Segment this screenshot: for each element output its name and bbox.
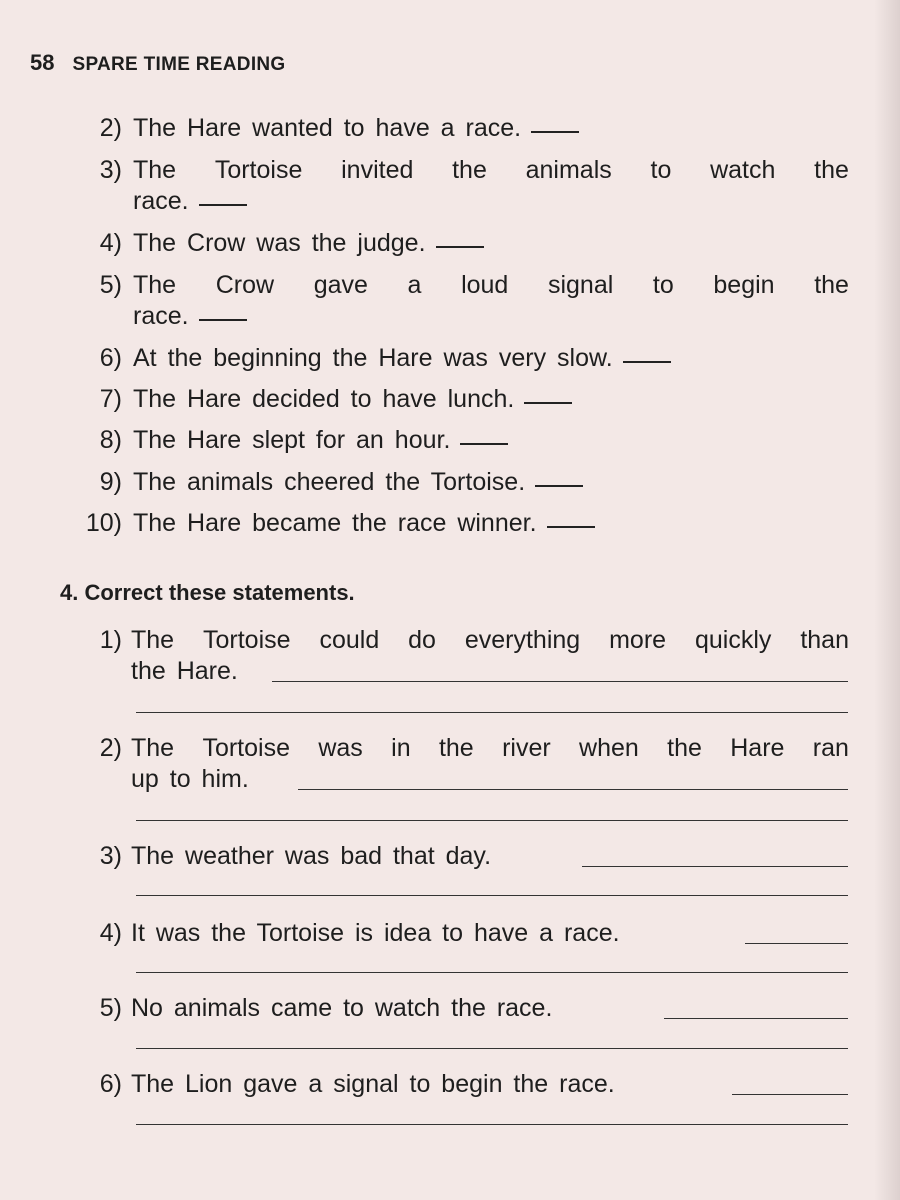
word: The (131, 734, 175, 762)
word: signal (547, 271, 614, 299)
running-title: SPARE TIME READING (72, 54, 286, 75)
word: than (800, 626, 849, 654)
answer-line[interactable] (745, 943, 848, 944)
word: begin (713, 271, 775, 299)
word: the (667, 734, 702, 762)
answer-line[interactable] (272, 681, 848, 682)
answer-blank[interactable] (623, 360, 671, 363)
section-title: 4. Correct these statements. (60, 580, 355, 605)
word: was (318, 734, 363, 762)
word: could (319, 626, 380, 654)
word: Hare (730, 734, 785, 762)
statement-text-line2: race. (133, 187, 189, 215)
word: Tortoise (214, 156, 303, 184)
statement-text: The Hare became the race winner. (133, 509, 537, 537)
word: in (391, 734, 411, 762)
word: The (131, 626, 175, 654)
word: ran (812, 734, 849, 762)
answer-line[interactable] (582, 866, 848, 867)
word: watch (710, 156, 776, 184)
word: more (609, 626, 667, 654)
answer-line[interactable] (664, 1018, 848, 1019)
answer-line[interactable] (136, 1124, 848, 1125)
answer-line[interactable] (136, 712, 848, 713)
page-header (30, 50, 286, 76)
word: The (133, 271, 177, 299)
word: Crow (215, 271, 275, 299)
word: do (408, 626, 436, 654)
word: to (650, 156, 672, 184)
word: the (452, 156, 487, 184)
word: invited (341, 156, 414, 184)
statement-text: The Hare slept for an hour. (133, 426, 451, 454)
word: gave (313, 271, 368, 299)
answer-blank[interactable] (460, 442, 508, 445)
answer-line[interactable] (298, 789, 848, 790)
statement-text: The weather was bad that day. (131, 842, 492, 870)
statement-text: The Crow was the judge. (133, 229, 426, 257)
answer-blank[interactable] (199, 318, 247, 321)
statement-text-line1 (131, 733, 849, 764)
answer-line[interactable] (136, 895, 848, 896)
answer-blank[interactable] (547, 525, 595, 528)
answer-blank[interactable] (524, 401, 572, 404)
word: river (502, 734, 551, 762)
word: when (579, 734, 639, 762)
answer-blank[interactable] (531, 130, 579, 133)
statement-text-line2: race. (133, 302, 189, 330)
word: Tortoise (203, 626, 291, 654)
workbook-page: 58 SPARE TIME READING 2) The Hare wanted to have a race. 3) The Tortoise invited the animals to watch the race. 4) The Crow was the judge. 5) The Crow gave a loud signal to begin the race. 6) At the beginning the Hare was very slow. 7) The Hare decided to have lunch. 8) The Hare slept for an hour. 9) The animals cheered the Tortoise. 10) The Hare became the race winner. 4. Correct these statements. 1) The Tortoise could do everything more quickly than the Hare. 2) The Tortoise was in the river when the Hare ran up to him. 3) The weather was bad that day. 4) It was the Tortoise is idea to have a race. 5) No animals came to watch the race. 6) The Lion gave a signal to begin the race. (0, 0, 900, 1200)
word: the (814, 271, 849, 299)
statement-text-line2: the Hare. (131, 657, 238, 685)
answer-blank[interactable] (535, 484, 583, 487)
word: the (814, 156, 849, 184)
statement-text-line1 (133, 155, 849, 186)
statement-text: No animals came to watch the race. (131, 994, 553, 1022)
statement-text-line2: up to him. (131, 765, 249, 793)
word: animals (525, 156, 612, 184)
answer-line[interactable] (136, 1048, 848, 1049)
page-spine-shadow (874, 0, 900, 1200)
statement-text-line1 (131, 625, 849, 656)
page-number: 58 (30, 50, 55, 75)
word: everything (464, 626, 581, 654)
word: the (438, 734, 474, 762)
statement-text: The Lion gave a signal to begin the race. (131, 1070, 615, 1098)
word: Tortoise (202, 734, 290, 762)
statement-text: The Hare decided to have lunch. (133, 385, 515, 413)
statement-text: At the beginning the Hare was very slow. (133, 344, 613, 372)
statement-text: The Hare wanted to have a race. (133, 114, 522, 142)
word: to (652, 271, 674, 299)
answer-line[interactable] (136, 972, 848, 973)
word: a (407, 271, 422, 299)
word: loud (461, 271, 509, 299)
answer-blank[interactable] (199, 203, 247, 206)
word: The (133, 156, 177, 184)
statement-text: It was the Tortoise is idea to have a race. (131, 919, 620, 947)
word: quickly (694, 626, 772, 654)
answer-line[interactable] (136, 820, 848, 821)
answer-line[interactable] (732, 1094, 848, 1095)
statement-text: The animals cheered the Tortoise. (133, 468, 526, 496)
answer-blank[interactable] (436, 245, 484, 248)
statement-text-line1 (133, 270, 849, 301)
